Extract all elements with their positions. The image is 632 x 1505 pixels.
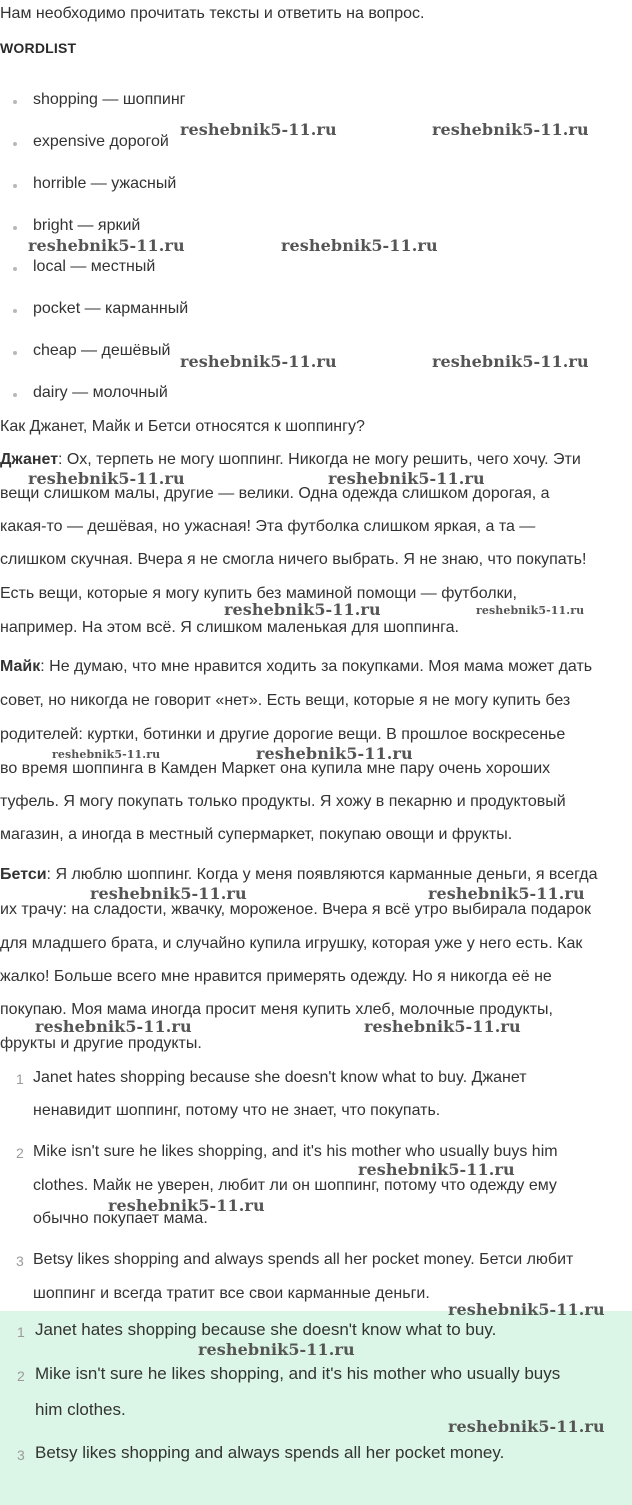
bullet-icon — [13, 226, 17, 230]
answer-line: Mike isn't sure he likes shopping, and it's his mother who usually buys — [35, 1364, 561, 1383]
bullet-icon — [13, 351, 17, 355]
watermark: reshebnik5-11.ru — [428, 884, 585, 903]
bullet-icon — [13, 393, 17, 397]
paragraph-line: Майк: Не думаю, что мне нравится ходить за покупками. Моя мама может дать — [0, 658, 593, 675]
watermark: reshebnik5-11.ru — [224, 600, 381, 619]
paragraph-line: магазин, а иногда в местный супермаркет, покупаю овощи и фрукты. — [0, 826, 513, 843]
watermark: reshebnik5-11.ru — [108, 1196, 265, 1215]
answer-line: Janet hates shopping because she doesn't know what to buy. Джанет — [33, 1069, 527, 1086]
answer-line: шоппинг и всегда тратит все свои карманные деньги. — [33, 1285, 430, 1302]
answer-line: Janet hates shopping because she doesn't know what to buy. — [35, 1320, 497, 1339]
speaker-name: Бетси — [0, 866, 47, 883]
paragraph-line: туфель. Я могу покупать только продукты. Я хожу в пекарню и продуктовый — [0, 793, 566, 810]
bullet-icon — [13, 142, 17, 146]
answer-line: Mike isn't sure he likes shopping, and it's his mother who usually buys him — [33, 1143, 558, 1160]
answer-line: обычно покупает мама. — [33, 1210, 208, 1227]
paragraph-line: фрукты и другие продукты. — [0, 1035, 202, 1052]
paragraph-line: какая-то — дешёвая, но ужасная! Эта футболка слишком яркая, а та — — [0, 518, 536, 535]
list-number: 1 — [16, 1071, 24, 1087]
watermark: reshebnik5-11.ru — [281, 236, 438, 255]
watermark: reshebnik5-11.ru — [448, 1417, 605, 1436]
watermark: reshebnik5-11.ru — [198, 1340, 355, 1359]
watermark: reshebnik5-11.ru — [328, 469, 485, 488]
paragraph-line: покупаю. Моя мама иногда просит меня купить хлеб, молочные продукты, — [0, 1001, 553, 1018]
answer-line: Betsy likes shopping and always spends all her pocket money. — [35, 1443, 505, 1462]
list-number: 3 — [16, 1253, 24, 1269]
watermark: reshebnik5-11.ru — [28, 236, 185, 255]
paragraph-line: вещи слишком малы, другие — велики. Одна одежда слишком дорогая, а — [0, 485, 550, 502]
watermark: reshebnik5-11.ru — [476, 604, 585, 617]
watermark: reshebnik5-11.ru — [28, 469, 185, 488]
paragraph-line: жалко! Больше всего мне нравится примерять одежду. Но я никогда её не — [0, 968, 552, 985]
watermark: reshebnik5-11.ru — [358, 1160, 515, 1179]
paragraph-line: родителей: куртки, ботинки и другие дорогие вещи. В прошлое воскресенье — [0, 726, 566, 743]
answer-line: him clothes. — [35, 1400, 126, 1419]
watermark: reshebnik5-11.ru — [256, 744, 413, 763]
paragraph-line: совет, но никогда не говорит «нет». Есть вещи, которые я не могу купить без — [0, 692, 571, 709]
watermark: reshebnik5-11.ru — [448, 1300, 605, 1319]
bullet-icon — [13, 184, 17, 188]
answer-line: ненавидит шоппинг, потому что не знает, что покупать. — [33, 1102, 441, 1119]
intro-text: Нам необходимо прочитать тексты и ответить на вопрос. — [0, 5, 425, 22]
paragraph-line: Джанет: Ох, терпеть не могу шоппинг. Никогда не могу решить, чего хочу. Эти — [0, 451, 581, 468]
wordlist-title: WORDLIST — [0, 40, 77, 56]
list-number: 3 — [17, 1447, 25, 1463]
watermark: reshebnik5-11.ru — [432, 120, 589, 139]
list-number: 1 — [17, 1324, 25, 1340]
watermark: reshebnik5-11.ru — [52, 748, 161, 761]
watermark: reshebnik5-11.ru — [90, 884, 247, 903]
watermark: reshebnik5-11.ru — [180, 352, 337, 371]
answer-line: Betsy likes shopping and always spends all her pocket money. Бетси любит — [33, 1251, 574, 1268]
paragraph-line: например. На этом всё. Я слишком маленькая для шоппинга. — [0, 619, 459, 636]
watermark: reshebnik5-11.ru — [432, 352, 589, 371]
watermark: reshebnik5-11.ru — [364, 1017, 521, 1036]
paragraph-line: для младшего брата, и случайно купила игрушку, которая уже у него есть. Как — [0, 935, 583, 952]
paragraph-line: их трачу: на сладости, жвачку, мороженое. Вчера я всё утро выбирала подарок — [0, 901, 591, 918]
paragraph-line: слишком скучная. Вчера я не смогла ничего выбрать. Я не знаю, что покупать! — [0, 551, 587, 568]
watermark: reshebnik5-11.ru — [180, 120, 337, 139]
speaker-name: Майк — [0, 658, 41, 675]
bullet-icon — [13, 267, 17, 271]
question: Как Джанет, Майк и Бетси относятся к шоппингу? — [0, 418, 365, 435]
answer-line: clothes. Майк не уверен, любит ли он шоппинг, потому что одежду ему — [33, 1177, 557, 1194]
list-number: 2 — [16, 1145, 24, 1161]
list-number: 2 — [17, 1368, 25, 1384]
watermark: reshebnik5-11.ru — [35, 1017, 192, 1036]
bullet-icon — [13, 100, 17, 104]
paragraph-line: Бетси: Я люблю шоппинг. Когда у меня появляются карманные деньги, я всегда — [0, 866, 598, 883]
bullet-icon — [13, 309, 17, 313]
paragraph-line: Есть вещи, которые я могу купить без маминой помощи — футболки, — [0, 585, 517, 602]
speaker-name: Джанет — [0, 451, 59, 468]
paragraph-line: во время шоппинга в Камден Маркет она купила мне пару очень хороших — [0, 760, 551, 777]
